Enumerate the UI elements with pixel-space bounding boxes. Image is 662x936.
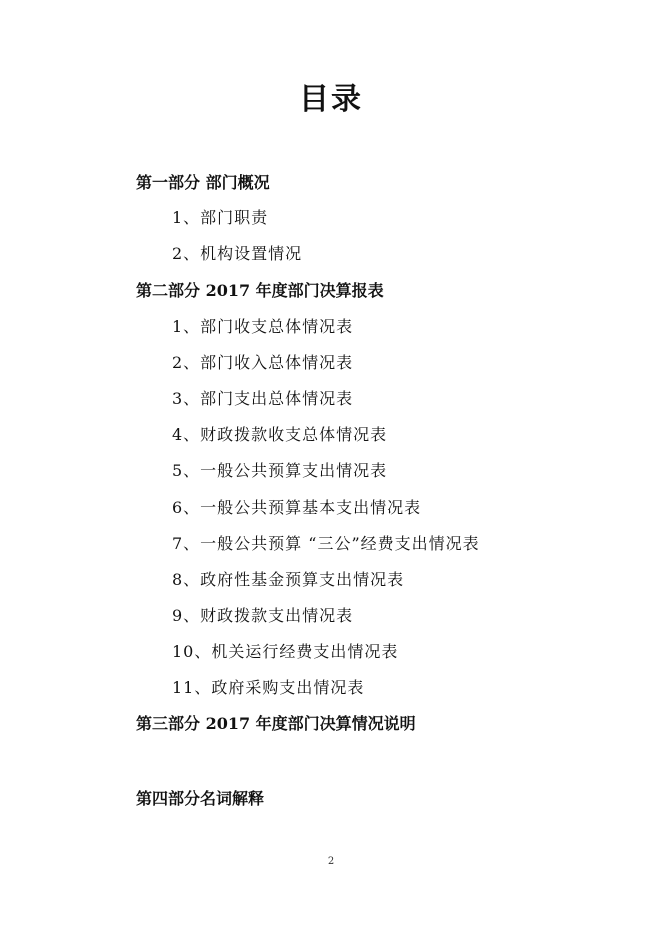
toc-item: 1、部门职责 — [172, 208, 269, 227]
toc-item: 9、财政拨款支出情况表 — [172, 606, 354, 625]
section-heading-part2: 第二部分 2017 年度部门决算报表 — [136, 281, 384, 300]
section-heading-part3: 第三部分 2017 年度部门决算情况说明 — [136, 714, 416, 733]
page-title: 目录 — [299, 82, 363, 117]
toc-item: 8、政府性基金预算支出情况表 — [172, 570, 405, 589]
toc-item: 2、部门收入总体情况表 — [172, 353, 354, 372]
toc-item: 1、部门收支总体情况表 — [172, 317, 354, 336]
toc-item: 3、部门支出总体情况表 — [172, 389, 354, 408]
toc-item: 5、一般公共预算支出情况表 — [172, 461, 388, 480]
toc-item: 10、机关运行经费支出情况表 — [172, 642, 399, 661]
toc-item: 2、机构设置情况 — [172, 244, 303, 263]
page-number: 2 — [327, 856, 335, 867]
section-heading-part1: 第一部分 部门概况 — [136, 173, 270, 192]
toc-item: 11、政府采购支出情况表 — [172, 678, 365, 697]
toc-item: 6、一般公共预算基本支出情况表 — [172, 498, 422, 517]
toc-item: 4、财政拨款收支总体情况表 — [172, 425, 388, 444]
section-heading-part4: 第四部分名词解释 — [136, 789, 265, 808]
toc-item: 7、一般公共预算 “三公”经费支出情况表 — [172, 534, 480, 553]
